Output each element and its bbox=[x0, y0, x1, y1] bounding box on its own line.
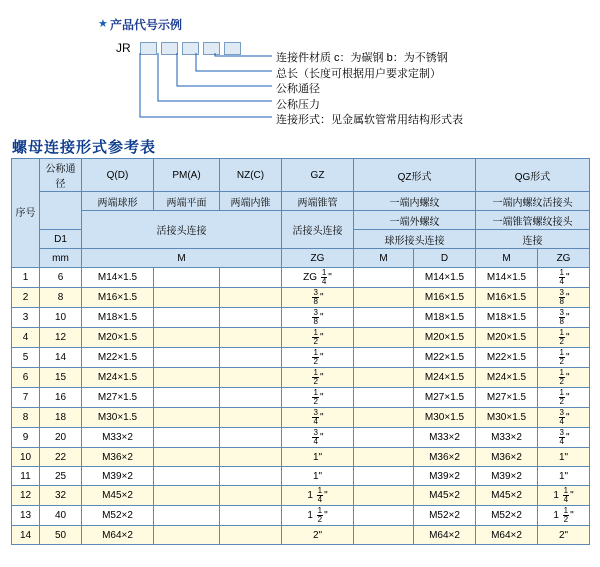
cell-pm bbox=[154, 368, 220, 388]
cell-seq: 1 bbox=[12, 268, 40, 288]
header-dn-unit: mm bbox=[40, 249, 82, 268]
cell-seq: 12 bbox=[12, 486, 40, 506]
cell-seq: 3 bbox=[12, 308, 40, 328]
cell-qz-d: M39×2 bbox=[414, 467, 476, 486]
cell-nz bbox=[220, 348, 282, 368]
table-row bbox=[12, 348, 590, 368]
header-col-gz-code: GZ bbox=[282, 159, 354, 192]
cell-qg-zg: $\frac{1}{4}$ " bbox=[538, 268, 590, 288]
table-row bbox=[12, 268, 590, 288]
header-seq bbox=[12, 159, 40, 268]
cell-nz bbox=[220, 506, 282, 526]
cell-nz bbox=[220, 486, 282, 506]
cell-qg-m: M45×2 bbox=[476, 486, 538, 506]
cell-qg-zg: $\frac{1}{2}$ " bbox=[538, 368, 590, 388]
cell-qz-d: M24×1.5 bbox=[414, 368, 476, 388]
cell-qg-zg: 1" bbox=[538, 448, 590, 467]
cell-qg-m: M33×2 bbox=[476, 428, 538, 448]
cell-dn: 16 bbox=[40, 388, 82, 408]
cell-qz-d: M33×2 bbox=[414, 428, 476, 448]
cell-qz-d: M64×2 bbox=[414, 526, 476, 545]
cell-seq: 14 bbox=[12, 526, 40, 545]
header-col-nz-code: NZ(C) bbox=[220, 159, 282, 192]
legend-item-material: 连接件材质 c：为碳钢 b：为不锈钢 bbox=[276, 52, 448, 64]
cell-qg-m: M52×2 bbox=[476, 506, 538, 526]
code-box-5 bbox=[224, 42, 241, 55]
code-box-3 bbox=[182, 42, 199, 55]
cell-qz-d: M45×2 bbox=[414, 486, 476, 506]
cell-qz-d: M30×1.5 bbox=[414, 408, 476, 428]
table-row bbox=[12, 428, 590, 448]
cell-qz-d: M22×1.5 bbox=[414, 348, 476, 368]
cell-qz-m bbox=[354, 486, 414, 506]
cell-qz-m bbox=[354, 526, 414, 545]
cell-qz-m bbox=[354, 388, 414, 408]
cell-pm bbox=[154, 308, 220, 328]
table-row bbox=[12, 388, 590, 408]
cell-qz-d: M52×2 bbox=[414, 506, 476, 526]
cell-seq: 9 bbox=[12, 428, 40, 448]
cell-pm bbox=[154, 288, 220, 308]
cell-pm bbox=[154, 388, 220, 408]
cell-qz-m bbox=[354, 448, 414, 467]
cell-seq: 6 bbox=[12, 368, 40, 388]
cell-q: M14×1.5 bbox=[82, 268, 154, 288]
cell-qg-zg: $\frac{3}{4}$ " bbox=[538, 428, 590, 448]
cell-dn: 32 bbox=[40, 486, 82, 506]
cell-qg-zg: 1" bbox=[538, 467, 590, 486]
cell-seq: 5 bbox=[12, 348, 40, 368]
header-unit-qg-zg: ZG bbox=[538, 249, 590, 268]
cell-qg-zg: 1 $\frac{1}{2}$ " bbox=[538, 506, 590, 526]
header-unit-m: M bbox=[82, 249, 282, 268]
code-boxes bbox=[140, 42, 241, 55]
table-row bbox=[12, 408, 590, 428]
cell-dn: 10 bbox=[40, 308, 82, 328]
cell-dn: 14 bbox=[40, 348, 82, 368]
table-row bbox=[12, 368, 590, 388]
cell-q: M24×1.5 bbox=[82, 368, 154, 388]
cell-gz: 1 $\frac{1}{4}$ " bbox=[282, 486, 354, 506]
diagram-title: 产品代号示例 bbox=[110, 18, 183, 32]
cell-qg-zg: $\frac{3}{4}$ " bbox=[538, 408, 590, 428]
cell-q: M64×2 bbox=[82, 526, 154, 545]
cell-q: M45×2 bbox=[82, 486, 154, 506]
header-col-qg-code: QG形式 bbox=[476, 159, 590, 192]
table-row bbox=[12, 486, 590, 506]
cell-qz-m bbox=[354, 428, 414, 448]
nut-connection-table bbox=[11, 158, 590, 545]
cell-nz bbox=[220, 268, 282, 288]
cell-qz-d: M36×2 bbox=[414, 448, 476, 467]
product-code-diagram bbox=[0, 0, 600, 136]
cell-dn: 18 bbox=[40, 408, 82, 428]
cell-qz-m bbox=[354, 348, 414, 368]
cell-qg-m: M27×1.5 bbox=[476, 388, 538, 408]
cell-dn: 20 bbox=[40, 428, 82, 448]
header-seq-label: 序号 bbox=[15, 207, 36, 219]
cell-qg-m: M18×1.5 bbox=[476, 308, 538, 328]
cell-nz bbox=[220, 408, 282, 428]
cell-qg-m: M14×1.5 bbox=[476, 268, 538, 288]
cell-qg-zg: $\frac{3}{8}$ " bbox=[538, 308, 590, 328]
cell-qg-zg: $\frac{1}{2}$ " bbox=[538, 388, 590, 408]
cell-qg-zg: 2" bbox=[538, 526, 590, 545]
header-dn-sub: D1 bbox=[40, 230, 82, 249]
diagram-legend bbox=[276, 51, 463, 129]
legend-item-total-length: 总长（长度可根据用户要求定制） bbox=[276, 67, 441, 80]
section-title: 螺母连接形式参考表 bbox=[12, 139, 157, 156]
cell-q: M20×1.5 bbox=[82, 328, 154, 348]
header-col-qz-type: 一端内螺纹 bbox=[354, 192, 476, 211]
table-row bbox=[12, 467, 590, 486]
cell-seq: 7 bbox=[12, 388, 40, 408]
cell-gz: $\frac{3}{8}$ " bbox=[282, 308, 354, 328]
code-prefix: JR bbox=[116, 41, 131, 55]
header-col-q-code: Q(D) bbox=[82, 159, 154, 192]
cell-qg-m: M30×1.5 bbox=[476, 408, 538, 428]
cell-gz: $\frac{1}{2}$ " bbox=[282, 368, 354, 388]
header-qz-connection: 球形接头连接 bbox=[354, 230, 476, 249]
header-col-pm-type: 两端平面 bbox=[154, 192, 220, 211]
cell-gz: $\frac{3}{4}$ " bbox=[282, 428, 354, 448]
cell-qz-m bbox=[354, 328, 414, 348]
table-row bbox=[12, 308, 590, 328]
legend-item-nominal-pressure: 公称压力 bbox=[276, 98, 320, 111]
header-unit-qz-d: D bbox=[414, 249, 476, 268]
cell-gz: $\frac{1}{2}$ " bbox=[282, 388, 354, 408]
cell-nz bbox=[220, 288, 282, 308]
cell-nz bbox=[220, 448, 282, 467]
cell-dn: 22 bbox=[40, 448, 82, 467]
cell-qg-zg: $\frac{1}{2}$ " bbox=[538, 348, 590, 368]
table-header-units bbox=[12, 249, 590, 268]
table-row bbox=[12, 328, 590, 348]
table-row bbox=[12, 506, 590, 526]
cell-pm bbox=[154, 526, 220, 545]
cell-nz bbox=[220, 368, 282, 388]
cell-gz: 1" bbox=[282, 448, 354, 467]
cell-qz-d: M18×1.5 bbox=[414, 308, 476, 328]
cell-pm bbox=[154, 268, 220, 288]
cell-pm bbox=[154, 467, 220, 486]
table-body bbox=[12, 268, 590, 545]
cell-qz-m bbox=[354, 268, 414, 288]
header-dn-blank bbox=[40, 192, 82, 230]
cell-dn: 6 bbox=[40, 268, 82, 288]
header-unit-qz-m: M bbox=[354, 249, 414, 268]
cell-pm bbox=[154, 348, 220, 368]
table-row bbox=[12, 288, 590, 308]
cell-nz bbox=[220, 467, 282, 486]
cell-dn: 15 bbox=[40, 368, 82, 388]
cell-qz-m bbox=[354, 368, 414, 388]
cell-pm bbox=[154, 448, 220, 467]
cell-q: M39×2 bbox=[82, 467, 154, 486]
cell-gz: $\frac{3}{4}$ " bbox=[282, 408, 354, 428]
cell-nz bbox=[220, 308, 282, 328]
cell-q: M16×1.5 bbox=[82, 288, 154, 308]
cell-pm bbox=[154, 506, 220, 526]
header-col-qg-type2: 一端锥管螺纹接头 bbox=[476, 211, 590, 230]
cell-qz-m bbox=[354, 288, 414, 308]
cell-seq: 10 bbox=[12, 448, 40, 467]
header-col-qg-type: 一端内螺纹活接头 bbox=[476, 192, 590, 211]
cell-pm bbox=[154, 486, 220, 506]
header-col-qz-code: QZ形式 bbox=[354, 159, 476, 192]
cell-gz: 1" bbox=[282, 467, 354, 486]
cell-pm bbox=[154, 408, 220, 428]
cell-qg-zg: $\frac{1}{2}$ " bbox=[538, 328, 590, 348]
header-union-connection: 活接头连接 bbox=[82, 211, 282, 249]
table-row bbox=[12, 526, 590, 545]
cell-qg-m: M64×2 bbox=[476, 526, 538, 545]
cell-q: M33×2 bbox=[82, 428, 154, 448]
header-unit-qg-m: M bbox=[476, 249, 538, 268]
cell-gz: 1 $\frac{1}{2}$ " bbox=[282, 506, 354, 526]
header-col-qz-type2: 一端外螺纹 bbox=[354, 211, 476, 230]
cell-nz bbox=[220, 428, 282, 448]
code-box-2 bbox=[161, 42, 178, 55]
cell-q: M22×1.5 bbox=[82, 348, 154, 368]
cell-seq: 2 bbox=[12, 288, 40, 308]
cell-q: M18×1.5 bbox=[82, 308, 154, 328]
cell-nz bbox=[220, 388, 282, 408]
cell-seq: 11 bbox=[12, 467, 40, 486]
cell-qg-m: M36×2 bbox=[476, 448, 538, 467]
cell-nz bbox=[220, 328, 282, 348]
header-dn: 公称通径 bbox=[40, 159, 82, 192]
cell-dn: 8 bbox=[40, 288, 82, 308]
cell-qz-m bbox=[354, 308, 414, 328]
cell-qg-m: M39×2 bbox=[476, 467, 538, 486]
code-box-1 bbox=[140, 42, 157, 55]
header-gz-connection: 活接头连接 bbox=[282, 211, 354, 249]
cell-gz: ZG $\frac{1}{4}$ " bbox=[282, 268, 354, 288]
cell-gz: $\frac{3}{8}$ " bbox=[282, 288, 354, 308]
cell-q: M52×2 bbox=[82, 506, 154, 526]
header-col-gz-type: 两端锥管 bbox=[282, 192, 354, 211]
cell-qz-d: M16×1.5 bbox=[414, 288, 476, 308]
cell-q: M36×2 bbox=[82, 448, 154, 467]
cell-qg-zg: $\frac{3}{8}$ " bbox=[538, 288, 590, 308]
cell-qg-m: M16×1.5 bbox=[476, 288, 538, 308]
cell-dn: 25 bbox=[40, 467, 82, 486]
cell-qz-d: M20×1.5 bbox=[414, 328, 476, 348]
cell-qg-zg: 1 $\frac{1}{4}$ " bbox=[538, 486, 590, 506]
cell-qg-m: M22×1.5 bbox=[476, 348, 538, 368]
table-header-types bbox=[12, 192, 590, 211]
cell-pm bbox=[154, 328, 220, 348]
cell-q: M30×1.5 bbox=[82, 408, 154, 428]
cell-gz: $\frac{1}{2}$ " bbox=[282, 328, 354, 348]
cell-qz-m bbox=[354, 506, 414, 526]
cell-qz-d: M27×1.5 bbox=[414, 388, 476, 408]
header-col-nz-type: 两端内锥 bbox=[220, 192, 282, 211]
cell-seq: 8 bbox=[12, 408, 40, 428]
legend-item-connection-form: 连接形式：见金属软管常用结构形式表 bbox=[276, 114, 463, 126]
cell-dn: 12 bbox=[40, 328, 82, 348]
cell-qz-d: M14×1.5 bbox=[414, 268, 476, 288]
header-qg-connection: 连接 bbox=[476, 230, 590, 249]
cell-qg-m: M24×1.5 bbox=[476, 368, 538, 388]
cell-seq: 13 bbox=[12, 506, 40, 526]
table-row bbox=[12, 448, 590, 467]
cell-qg-m: M20×1.5 bbox=[476, 328, 538, 348]
cell-qz-m bbox=[354, 467, 414, 486]
cell-seq: 4 bbox=[12, 328, 40, 348]
cell-nz bbox=[220, 526, 282, 545]
header-unit-zg: ZG bbox=[282, 249, 354, 268]
cell-q: M27×1.5 bbox=[82, 388, 154, 408]
cell-pm bbox=[154, 428, 220, 448]
cell-dn: 40 bbox=[40, 506, 82, 526]
header-col-q-type: 两端球形 bbox=[82, 192, 154, 211]
cell-gz: $\frac{1}{2}$ " bbox=[282, 348, 354, 368]
header-col-pm-code: PM(A) bbox=[154, 159, 220, 192]
code-box-4 bbox=[203, 42, 220, 55]
cell-dn: 50 bbox=[40, 526, 82, 545]
legend-item-nominal-diameter: 公称通径 bbox=[276, 83, 320, 95]
table-header-types2 bbox=[12, 211, 590, 230]
cell-gz: 2" bbox=[282, 526, 354, 545]
star-icon: ★ bbox=[98, 18, 108, 30]
cell-qz-m bbox=[354, 408, 414, 428]
table-header-codes bbox=[12, 159, 590, 192]
